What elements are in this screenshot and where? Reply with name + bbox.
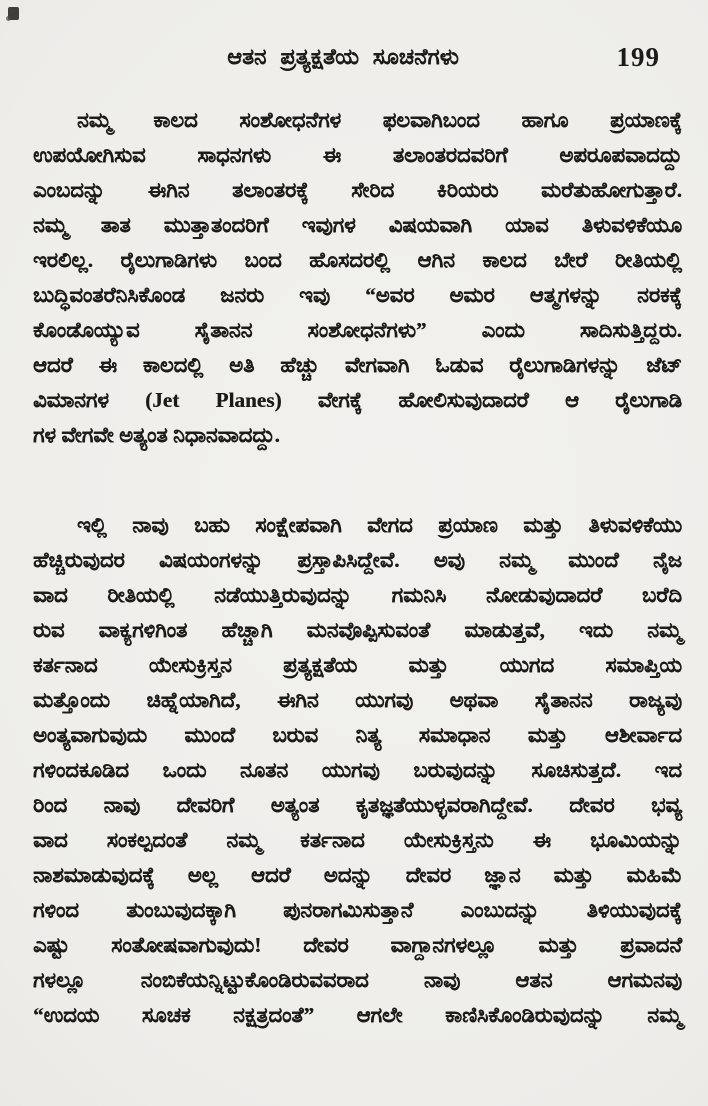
chapter-title: ಆತನ ಪ್ರತ್ಯಕ್ಷತೆಯ ಸೂಚನೆಗಳು [227, 44, 459, 69]
paragraph [33, 103, 682, 453]
text-line: ಆದರೆ ಈ ಕಾಲದಲ್ಲಿ ಅತಿ ಹೆಚ್ಚು ವೇಗವಾಗಿ ಓಡುವ ರೈಲುಗಾಡಿಗಳನ್ನು ಜೆಟ್ [33, 353, 682, 377]
text-line: ವಾದ ಸಂಕಲ್ಪದಂತೆ ನಮ್ಮ ಕರ್ತನಾದ ಯೇಸುಕ್ರಿಸ್ತನು ಈ ಭೂಮಿಯನ್ನು [33, 828, 682, 852]
running-header [36, 42, 678, 78]
text-line: ನಾಶಮಾಡುವುದಕ್ಕೆ ಅಲ್ಲ ಆದರೆ ಅದನ್ನು ದೇವರ ಜ್ಞಾನ ಮತ್ತು ಮಹಿಮೆ [33, 863, 682, 887]
text-line: ಗಳಿಂದಕೂಡಿದ ಒಂದು ನೂತನ ಯುಗವು ಬರುವುದನ್ನು ಸೂಚಿಸುತ್ತದೆ. ಇದ [33, 758, 682, 782]
paragraph [33, 508, 682, 1033]
text-line: ಬುದ್ಧಿವಂತರೆನಿಸಿಕೊಂಡ ಜನರು ಇವು “ಅವರ ಅಮರ ಆತ್ಮಗಳನ್ನು ನರಕಕ್ಕೆ [33, 283, 682, 307]
text-line: ಕೊಂಡೊಯ್ಯುವ ಸೈತಾನನ ಸಂಶೋಧನೆಗಳು” ಎಂದು ಸಾದಿಸುತ್ತಿದ್ದರು. [33, 318, 682, 342]
text-line: ಕರ್ತನಾದ ಯೇಸುಕ್ರಿಸ್ತನ ಪ್ರತ್ಯಕ್ಷತೆಯ ಮತ್ತು ಯುಗದ ಸಮಾಪ್ತಿಯ [33, 653, 682, 677]
text-line: ಗಳಿಂದ ತುಂಬುವುದಕ್ಕಾಗಿ ಪುನರಾಗಮಿಸುತ್ತಾನೆ ಎಂಬುದನ್ನು ತಿಳಿಯುವುದಕ್ಕೆ [33, 898, 682, 922]
text-line: ಅಂತ್ಯವಾಗುವುದು ಮುಂದೆ ಬರುವ ನಿತ್ಯ ಸಮಾಧಾನ ಮತ್ತು ಆಶೀರ್ವಾದ [33, 723, 682, 747]
text-line: ನಮ್ಮ ಕಾಲದ ಸಂಶೋಧನೆಗಳ ಫಲವಾಗಿಬಂದ ಹಾಗೂ ಪ್ರಯಾಣಕ್ಕೆ [77, 108, 682, 132]
text-line: ಇಲ್ಲಿ ನಾವು ಬಹು ಸಂಕ್ಷೇಪವಾಗಿ ವೇಗದ ಪ್ರಯಾಣ ಮತ್ತು ತಿಳುವಳಿಕೆಯು [77, 513, 682, 537]
text-line: ಗಳ ವೇಗವೇ ಅತ್ಯಂತ ನಿಧಾನವಾದದ್ದು. [33, 423, 280, 447]
text-line: ಮತ್ತೊಂದು ಚಿಹ್ನೆಯಾಗಿದೆ, ಈಗಿನ ಯುಗವು ಅಥವಾ ಸೈತಾನನ ರಾಜ್ಯವು [33, 688, 682, 712]
text-line: ರಿಂದ ನಾವು ದೇವರಿಗೆ ಅತ್ಯಂತ ಕೃತಜ್ಞತೆಯುಳ್ಳವರಾಗಿದ್ದೇವೆ. ದೇವರ ಭವ್ಯ [33, 793, 682, 817]
text-line: ವಾದ ರೀತಿಯಲ್ಲಿ ನಡೆಯುತ್ತಿರುವುದನ್ನು ಗಮನಿಸಿ ನೋಡುವುದಾದರೆ ಬರೆದಿ [33, 583, 682, 607]
text-line: ವಿಮಾನಗಳ (Jet Planes) ವೇಗಕ್ಕೆ ಹೋಲಿಸುವುದಾದರೆ ಆ ರೈಲುಗಾಡಿ [33, 388, 682, 412]
text-line: ರುವ ವಾಕ್ಯಗಳಿಗಿಂತ ಹೆಚ್ಚಾಗಿ ಮನವೊಪ್ಪಿಸುವಂತೆ ಮಾಡುತ್ತವೆ, ಇದು ನಮ್ಮ [33, 618, 682, 642]
text-line: “ಉದಯ ಸೂಚಕ ನಕ್ಷತ್ರದಂತೆ” ಆಗಲೇ ಕಾಣಿಸಿಕೊಂಡಿರುವುದನ್ನು ನಮ್ಮ [33, 1003, 682, 1027]
text-line: ಉಪಯೋಗಿಸುವ ಸಾಧನಗಳು ಈ ತಲಾಂತರದವರಿಗೆ ಅಪರೂಪವಾದದ್ದು [33, 143, 682, 167]
text-line: ಎಷ್ಟು ಸಂತೋಷವಾಗುವುದು! ದೇವರ ವಾಗ್ದಾನಗಳಲ್ಲೂ ಮತ್ತು ಪ್ರವಾದನೆ [33, 933, 682, 957]
body-text [33, 103, 682, 1033]
scan-artifact-speck-small [6, 16, 11, 21]
text-line: ಗಳಲ್ಲೂ ನಂಬಿಕೆಯನ್ನಿಟ್ಟುಕೊಂಡಿರುವವರಾದ ನಾವು ಆತನ ಆಗಮನವು [33, 968, 682, 992]
text-line: ಹೆಚ್ಚಿರುವುದರ ವಿಷಯಂಗಳನ್ನು ಪ್ರಸ್ತಾಪಿಸಿದ್ದೇವೆ. ಅವು ನಮ್ಮ ಮುಂದೆ ನೈಜ [33, 548, 682, 572]
text-line: ಇರಲಿಲ್ಲ. ರೈಲುಗಾಡಿಗಳು ಬಂದ ಹೊಸದರಲ್ಲಿ ಆಗಿನ ಕಾಲದ ಬೇರೆ ರೀತಿಯಲ್ಲಿ [33, 248, 682, 272]
text-line: ಎಂಬದನ್ನು ಈಗಿನ ತಲಾಂತರಕ್ಕೆ ಸೇರಿದ ಕಿರಿಯರು ಮರೆತುಹೋಗುತ್ತಾರೆ. [33, 178, 682, 202]
text-line: ನಮ್ಮ ತಾತ ಮುತ್ತಾತಂದರಿಗೆ ಇವುಗಳ ವಿಷಯವಾಗಿ ಯಾವ ತಿಳುವಳಿಕೆಯೂ [33, 213, 682, 237]
page-number: 199 [616, 42, 660, 72]
